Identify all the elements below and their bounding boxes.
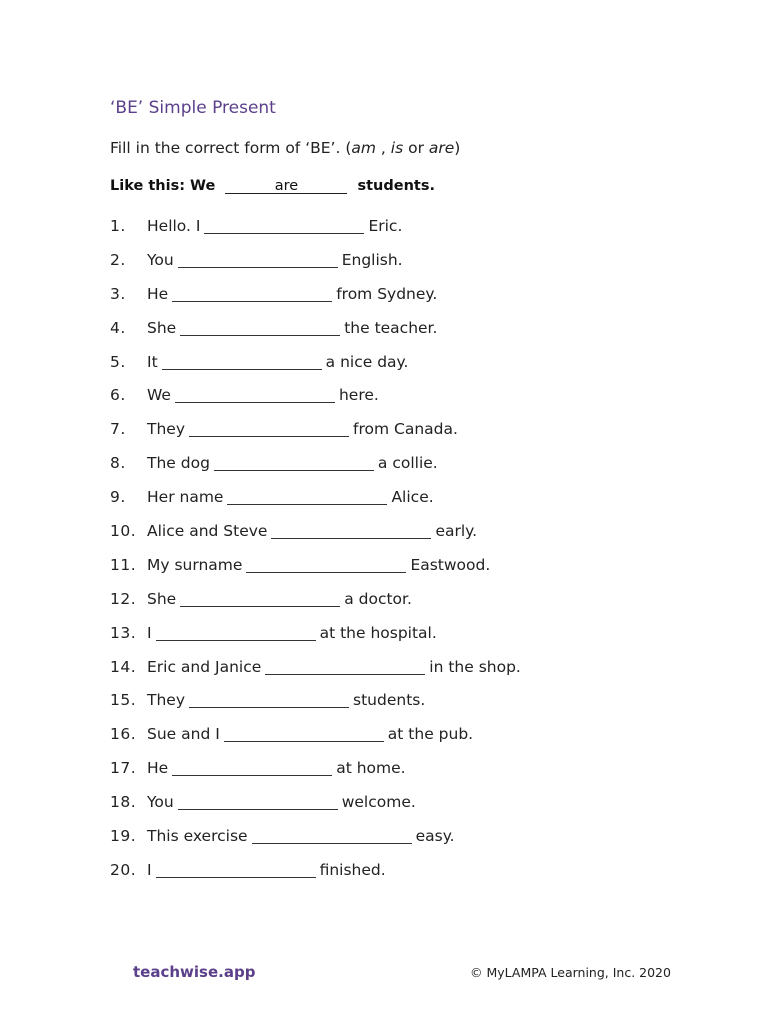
answer-blank[interactable] <box>189 691 349 708</box>
item-number: 7. <box>110 420 126 439</box>
exercise-list <box>110 217 521 895</box>
instructions-sep2: or <box>403 139 429 157</box>
item-subject: My surname <box>147 555 243 574</box>
item-subject: He <box>147 284 169 303</box>
answer-blank[interactable] <box>172 285 332 302</box>
exercise-item <box>110 793 521 827</box>
exercise-item <box>110 454 521 488</box>
exercise-item <box>110 251 521 285</box>
exercise-item <box>110 285 521 319</box>
exercise-item <box>110 556 521 590</box>
item-number: 6. <box>110 386 126 405</box>
exercise-item <box>110 420 521 454</box>
exercise-item <box>110 624 521 658</box>
item-completion: Eric. <box>368 217 403 235</box>
item-number: 8. <box>110 454 126 473</box>
item-completion: a nice day. <box>325 352 409 371</box>
exercise-item <box>110 658 521 692</box>
item-completion: in the shop. <box>429 657 521 676</box>
answer-blank[interactable] <box>156 861 316 878</box>
item-subject: You <box>147 250 174 269</box>
item-subject: She <box>147 318 177 337</box>
exercise-item <box>110 590 521 624</box>
item-subject: I <box>147 623 152 642</box>
instructions-suffix: ) <box>454 139 461 157</box>
item-number: 1. <box>110 217 126 235</box>
exercise-item <box>110 386 521 420</box>
item-number: 13. <box>110 623 137 642</box>
item-number: 17. <box>110 759 137 778</box>
exercise-item <box>110 488 521 522</box>
answer-blank[interactable] <box>265 658 425 675</box>
option-are: are <box>428 139 455 157</box>
item-completion: from Canada. <box>353 420 458 439</box>
exercise-item <box>110 827 521 861</box>
answer-blank[interactable] <box>271 522 431 539</box>
item-number: 18. <box>110 793 137 812</box>
example-period: . <box>429 178 435 194</box>
answer-blank[interactable] <box>214 454 374 471</box>
item-subject: We <box>147 386 171 405</box>
item-completion: here. <box>338 386 379 405</box>
item-subject: I <box>147 860 152 879</box>
answer-blank[interactable] <box>172 759 332 776</box>
item-subject: Eric and Janice <box>147 657 262 676</box>
item-subject: Hello. I <box>147 217 201 235</box>
item-number: 3. <box>110 284 126 303</box>
item-subject: This exercise <box>147 827 248 846</box>
instructions-sep1: , <box>375 139 391 157</box>
answer-blank[interactable] <box>156 624 316 641</box>
instructions <box>110 139 460 157</box>
answer-blank[interactable] <box>224 725 384 742</box>
item-completion: at the hospital. <box>319 623 437 642</box>
item-completion: early. <box>435 522 478 541</box>
footer-brand[interactable]: teachwise.app <box>133 963 256 981</box>
item-subject: The dog <box>147 454 210 473</box>
footer-copyright: © MyLAMPA Learning, Inc. 2020 <box>470 965 671 980</box>
item-completion: a doctor. <box>344 589 412 608</box>
exercise-item <box>110 217 521 251</box>
item-completion: welcome. <box>341 793 416 812</box>
item-number: 2. <box>110 250 126 269</box>
item-completion: a collie. <box>377 454 438 473</box>
instructions-prefix: Fill in the correct form of ‘BE’. ( <box>110 139 352 157</box>
answer-blank[interactable] <box>227 488 387 505</box>
item-number: 11. <box>110 555 137 574</box>
answer-blank[interactable] <box>204 217 364 234</box>
item-subject: Her name <box>147 488 224 507</box>
item-subject: He <box>147 759 169 778</box>
answer-blank[interactable] <box>180 319 340 336</box>
exercise-item <box>110 319 521 353</box>
item-number: 15. <box>110 691 137 710</box>
item-completion: finished. <box>319 860 386 879</box>
answer-blank[interactable] <box>175 386 335 403</box>
item-number: 12. <box>110 589 137 608</box>
item-completion: Alice. <box>391 488 434 507</box>
item-number: 5. <box>110 352 126 371</box>
exercise-item <box>110 861 521 895</box>
item-subject: She <box>147 589 177 608</box>
exercise-item <box>110 353 521 387</box>
item-completion: Eastwood. <box>410 555 491 574</box>
example-suffix: students <box>357 178 430 194</box>
answer-blank[interactable] <box>178 793 338 810</box>
item-subject: They <box>147 420 186 439</box>
option-is: is <box>390 139 404 157</box>
example-prefix: Like this: We <box>110 178 216 194</box>
item-number: 10. <box>110 522 137 541</box>
item-number: 4. <box>110 318 126 337</box>
exercise-item <box>110 759 521 793</box>
answer-blank[interactable] <box>180 590 340 607</box>
item-completion: students. <box>353 691 426 710</box>
item-completion: English. <box>341 250 403 269</box>
exercise-item <box>110 522 521 556</box>
example-answer: are <box>225 179 347 194</box>
item-number: 9. <box>110 488 126 507</box>
item-number: 16. <box>110 725 137 744</box>
answer-blank[interactable] <box>178 251 338 268</box>
example-sentence <box>110 178 435 194</box>
worksheet-title: ‘BE’ Simple Present <box>110 98 276 118</box>
item-subject: It <box>147 352 158 371</box>
exercise-item <box>110 691 521 725</box>
item-subject: Alice and Steve <box>147 522 268 541</box>
item-subject: They <box>147 691 186 710</box>
item-completion: at the pub. <box>387 725 474 744</box>
item-number: 14. <box>110 657 137 676</box>
item-completion: easy. <box>415 827 455 846</box>
item-completion: the teacher. <box>344 318 438 337</box>
answer-blank[interactable] <box>162 353 322 370</box>
answer-blank[interactable] <box>246 556 406 573</box>
item-completion: from Sydney. <box>336 284 438 303</box>
item-number: 19. <box>110 827 137 846</box>
option-am: am <box>351 139 376 157</box>
item-completion: at home. <box>336 759 406 778</box>
exercise-item <box>110 725 521 759</box>
answer-blank[interactable] <box>252 827 412 844</box>
answer-blank[interactable] <box>189 420 349 437</box>
item-number: 20. <box>110 860 137 879</box>
item-subject: Sue and I <box>147 725 220 744</box>
item-subject: You <box>147 793 174 812</box>
